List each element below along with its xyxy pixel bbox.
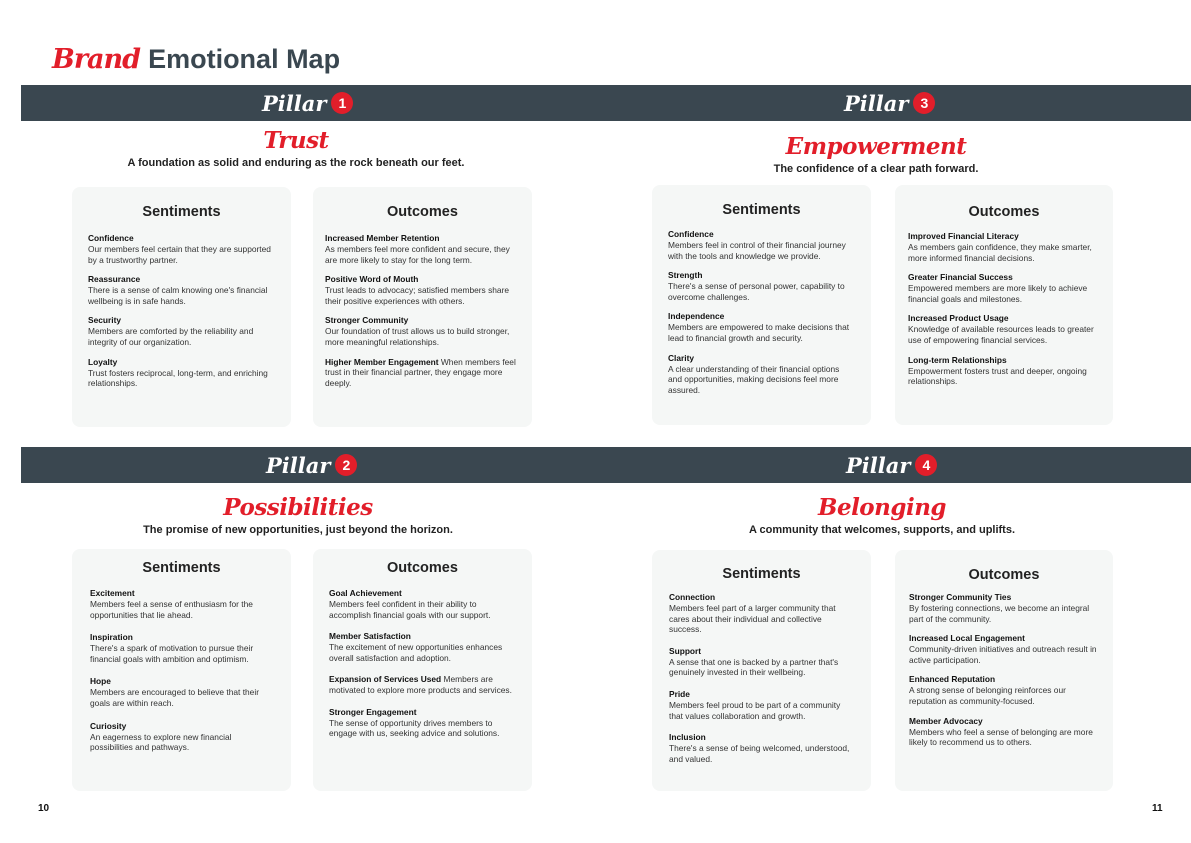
pillar-1-outcomes-card — [313, 187, 532, 427]
pillar-2-outcomes-card — [313, 549, 532, 791]
outcome-item — [325, 274, 520, 306]
item-title: Increased Local Engagement — [909, 633, 1025, 644]
page-number-left: 10 — [38, 803, 50, 814]
card-title: Sentiments — [722, 202, 801, 218]
pillar-number-badge: 2 — [335, 454, 357, 476]
item-title: Stronger Community Ties — [909, 592, 1012, 602]
pillar-2-heading — [98, 494, 498, 536]
item-body: Community-driven initiatives and outreach result in active participation. — [909, 644, 1097, 665]
item-title: Member Satisfaction — [329, 631, 411, 642]
item-body: Members are comforted by the reliability and integrity of our organization. — [88, 326, 254, 347]
card-title: Sentiments — [722, 566, 801, 582]
pillar-name: Trust — [263, 127, 329, 154]
pillar-word: Pillar — [844, 90, 909, 116]
sentiment-item — [88, 315, 275, 347]
item-title: Stronger Community — [325, 315, 409, 326]
pillar-3-outcomes-card — [895, 185, 1113, 425]
pillar-2-sentiments-card — [72, 549, 291, 791]
item-title: Improved Financial Literacy — [908, 231, 1019, 241]
card-title: Sentiments — [142, 204, 221, 220]
item-body: Members feel proud to be part of a community that values collaboration and growth. — [669, 699, 841, 721]
sentiment-item — [668, 311, 855, 343]
pillar-number-badge: 3 — [913, 92, 935, 114]
card-title: Outcomes — [387, 204, 458, 220]
item-body: Trust leads to advocacy; satisfied members share their positive experiences with others. — [325, 285, 510, 306]
item-title: Increased Member Retention — [325, 233, 440, 243]
pillar-4-label — [846, 447, 937, 483]
header-bar-top — [21, 85, 1191, 121]
item-body: Members feel a sense of enthusiasm for the opportunities that lie ahead. — [90, 599, 253, 620]
item-body: Our foundation of trust allows us to build stronger, more meaningful relationships. — [325, 326, 510, 347]
item-title: Connection — [669, 592, 716, 602]
card-title: Outcomes — [968, 567, 1040, 583]
item-body: A sense that one is backed by a partner that's genuinely invested in their wellbeing. — [669, 656, 839, 678]
item-title: Goal Achievement — [329, 588, 402, 598]
pillar-number-badge: 1 — [331, 92, 353, 114]
pillar-word: Pillar — [266, 452, 331, 478]
card-title: Outcomes — [387, 560, 458, 576]
outcome-item — [909, 592, 1099, 624]
item-title: Excitement — [90, 588, 135, 598]
item-title: Long-term Relationships — [908, 354, 1007, 365]
item-title: Independence — [668, 311, 725, 322]
pillar-tagline: The promise of new opportunities, just beyond the horizon. — [143, 524, 453, 536]
sentiment-item — [88, 357, 275, 389]
pillar-1-label — [262, 85, 353, 121]
item-title: Higher Member Engagement — [325, 356, 439, 367]
sentiment-item — [669, 592, 854, 635]
item-title: Expansion of Services Used — [329, 674, 442, 685]
item-body: Members are motivated to explore more products and services. — [329, 674, 512, 695]
item-body: Members are empowered to make decisions that lead to financial growth and security. — [668, 322, 850, 343]
item-title: Loyalty — [88, 356, 118, 367]
item-body: Our members feel certain that they are supported by a trustworthy partner. — [88, 244, 271, 265]
outcome-item — [908, 355, 1100, 387]
pillar-number-badge: 4 — [915, 454, 937, 476]
item-body: Trust fosters reciprocal, long-term, and enriching relationships. — [88, 367, 268, 389]
item-body: Knowledge of available resources leads to greater use of empowering financial services. — [908, 324, 1094, 345]
pillar-word: Pillar — [262, 90, 327, 116]
item-body: A clear understanding of their financial options and opportunities, making decisions feel more assured. — [668, 363, 840, 395]
outcome-item — [909, 716, 1099, 748]
item-body: A strong sense of belonging reinforces our reputation as community-focused. — [909, 685, 1066, 706]
sentiment-item — [88, 274, 275, 306]
sentiment-item — [668, 229, 855, 261]
item-body: Members feel in control of their financial journey with the tools and knowledge we provide. — [668, 240, 846, 261]
item-title: Reassurance — [88, 274, 141, 285]
item-body: By fostering connections, we become an integral part of the community. — [909, 603, 1090, 624]
pillar-4-sentiments-card — [652, 550, 871, 791]
header-bar-bottom — [21, 447, 1191, 483]
item-title: Greater Financial Success — [908, 272, 1013, 283]
sentiment-item — [669, 646, 854, 678]
item-body: There's a sense of personal power, capability to overcome challenges. — [668, 281, 845, 302]
outcome-item — [325, 315, 520, 347]
outcome-item — [329, 588, 516, 620]
outcome-item — [908, 313, 1100, 345]
item-title: Stronger Engagement — [329, 706, 417, 717]
pillar-name: Belonging — [818, 494, 946, 521]
sentiment-item — [668, 270, 855, 302]
outcome-item — [325, 233, 520, 265]
sentiment-item — [669, 732, 854, 764]
pillar-4-heading — [682, 494, 1082, 536]
item-title: Inclusion — [669, 732, 706, 743]
outcome-item — [329, 674, 516, 695]
outcome-item — [909, 674, 1099, 706]
item-title: Inspiration — [90, 632, 133, 643]
pillar-4-outcomes-card — [895, 550, 1113, 791]
item-body: There is a sense of calm knowing one's financial wellbeing is in safe hands. — [88, 285, 268, 306]
pillar-name: Possibilities — [223, 494, 373, 521]
outcome-item — [329, 707, 516, 739]
pillar-tagline: The confidence of a clear path forward. — [773, 163, 979, 175]
item-body: Members feel confident in their ability to accomplish financial goals with our support. — [329, 599, 491, 620]
item-body: Members who feel a sense of belonging are more likely to recommend us to others. — [909, 726, 1093, 748]
item-body: The sense of opportunity drives members to engage with us, seeking advice and solutions. — [329, 717, 500, 739]
sentiment-item — [90, 632, 273, 664]
item-title: Security — [88, 315, 122, 326]
item-title: Pride — [669, 688, 690, 699]
page-title — [52, 44, 340, 75]
item-title: Increased Product Usage — [908, 313, 1009, 324]
item-body: An eagerness to explore new financial possibilities and pathways. — [90, 731, 232, 753]
item-body: There's a sense of being welcomed, understood, and valued. — [669, 743, 850, 764]
pillar-word: Pillar — [846, 452, 911, 478]
pillar-3-label — [844, 85, 935, 121]
item-body: Members are encouraged to believe that their goals are within reach. — [90, 687, 259, 708]
sentiment-item — [668, 353, 855, 396]
card-title: Sentiments — [142, 560, 221, 576]
page-number-right: 11 — [1152, 803, 1163, 814]
pillar-tagline: A foundation as solid and enduring as the rock beneath our feet. — [127, 157, 465, 169]
sentiment-item — [90, 588, 273, 620]
item-title: Enhanced Reputation — [909, 674, 996, 685]
item-title: Confidence — [668, 229, 714, 239]
item-title: Confidence — [88, 233, 134, 243]
outcome-item — [325, 357, 520, 389]
item-title: Clarity — [668, 352, 695, 363]
outcome-item — [908, 272, 1100, 304]
item-body: Members feel part of a larger community that cares about their individual and collective success. — [669, 603, 836, 635]
pillar-1-heading — [96, 127, 496, 169]
item-body: Empowerment fosters trust and deeper, ongoing relationships. — [908, 365, 1087, 387]
outcome-item — [909, 633, 1099, 665]
sentiment-item — [90, 676, 273, 708]
item-body: As members feel more confident and secure, they are more likely to stay for the long term. — [325, 244, 510, 265]
item-body: There's a spark of motivation to pursue their financial goals with ambition and optimism. — [90, 643, 254, 664]
item-body: The excitement of new opportunities enhances overall satisfaction and adoption. — [329, 642, 503, 663]
sentiment-item — [669, 689, 854, 721]
item-title: Positive Word of Mouth — [325, 274, 419, 285]
pillar-2-label — [266, 447, 357, 483]
item-title: Support — [669, 645, 702, 656]
item-title: Curiosity — [90, 720, 127, 731]
item-body: As members gain confidence, they make smarter, more informed financial decisions. — [908, 242, 1092, 263]
card-title: Outcomes — [968, 204, 1040, 220]
pillar-tagline: A community that welcomes, supports, and uplifts. — [748, 524, 1016, 536]
pillar-3-sentiments-card — [652, 185, 871, 425]
sentiment-item — [88, 233, 275, 265]
pillar-1-sentiments-card — [72, 187, 291, 427]
outcome-item — [908, 231, 1100, 263]
sentiment-item — [90, 721, 273, 753]
item-title: Member Advocacy — [909, 715, 983, 726]
outcome-item — [329, 631, 516, 663]
pillar-name: Empowerment — [785, 133, 967, 160]
item-title: Strength — [668, 270, 703, 281]
item-body: Empowered members are more likely to achieve financial goals and milestones. — [908, 283, 1088, 304]
page-title-script: Brand — [52, 44, 141, 75]
item-title: Hope — [90, 676, 111, 687]
pillar-3-heading — [676, 133, 1076, 175]
item-body: When members feel trust in their financial partner, they engage more deeply. — [325, 356, 516, 388]
page-title-main: Emotional Map — [148, 44, 341, 74]
